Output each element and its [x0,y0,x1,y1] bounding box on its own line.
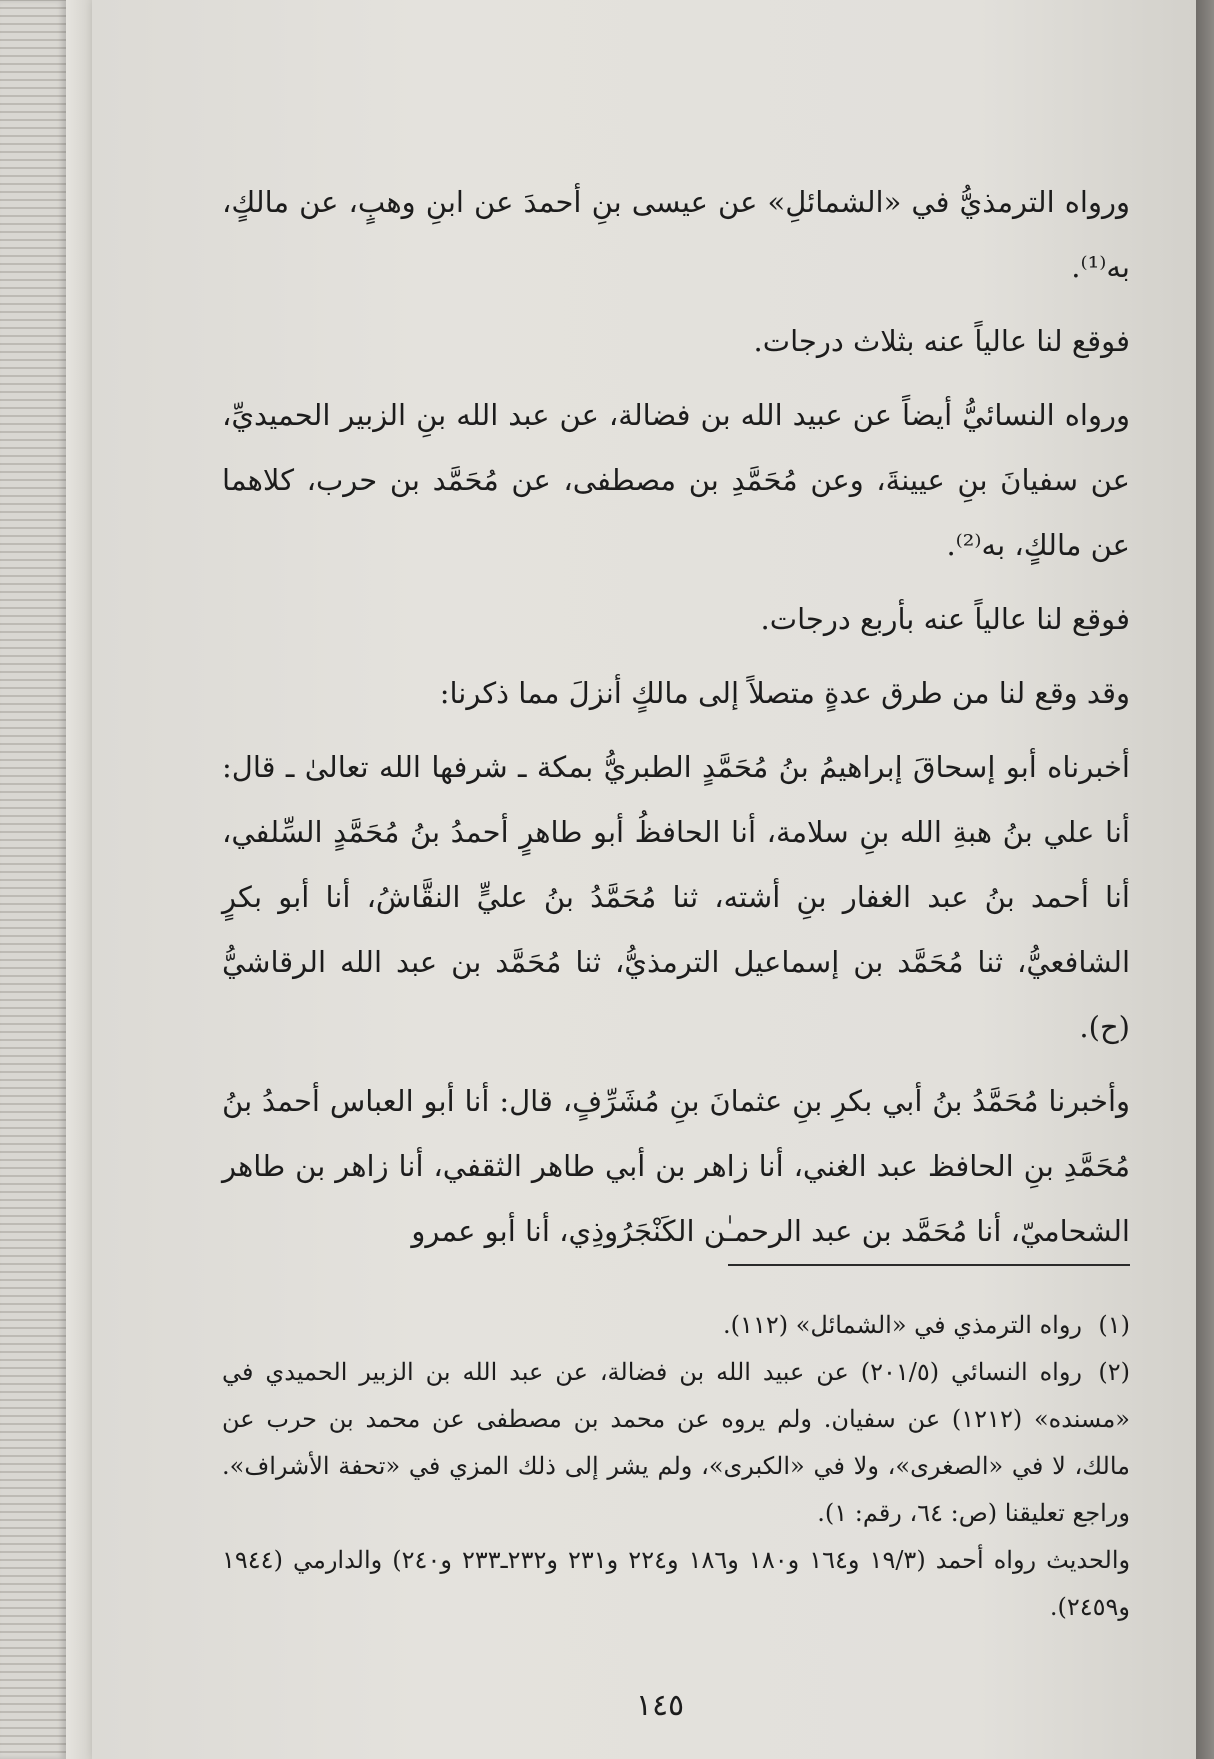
footnote-text: والحديث رواه أحمد (١٩/٣ و١٦٤ و١٨٠ و١٨٦ و٢٢٤ و٢٣١ و٢٣٢ـ٢٣٣ و٢٤٠) والدارمي (١٩٤٤ و٢٤٥٩). [222,1546,1131,1621]
footnote-continuation [222,1537,1130,1631]
footnote-text: رواه النسائي (٢٠١/٥) عن عبيد الله بن فضالة، عن عبد الله بن الزبير الحميدي في «مسنده» (١٢١٢) عن سفيان. ولم يروه عن محمد بن مصطفى عن محمد بن حرب عن مالك، لا في «الصغرى»، ولا في «الكبرى»، ولم يشر إلى ذلك المزي في «تحفة الأشراف». وراجع تعليقنا (ص: ٦٤، رقم: ١). [222,1358,1130,1527]
footnote-separator [728,1264,1130,1266]
book-page-edges [0,0,66,1759]
footnote-number: (١) [1098,1311,1130,1339]
footnote-text: رواه الترمذي في «الشمائل» (١١٢). [723,1311,1082,1339]
page-shadow [1196,0,1214,1759]
paragraph: وقد وقع لنا من طرق عدةٍ متصلاً إلى مالكٍ أنزلَ مما ذكرنا: [439,676,1130,710]
paragraph: وأخبرنا مُحَمَّدُ بنُ أبي بكرِ بنِ عثمانَ بنِ مُشَرِّفٍ، قال: أنا أبو العباس أحمدُ بنُ مُحَمَّدِ بنِ الحافظ عبد الغني، أنا زاهر بن أبي طاهر الثقفي، أنا زاهر بن طاهر الشحاميّ، أنا مُحَمَّد بن عبد الرحمـٰن الكَنْجَرُوذِي، أنا أبو عمرو [222,1084,1130,1248]
paragraph: فوقع لنا عالياً عنه بأربع درجات. [760,602,1130,636]
footnote-number: (٢) [1098,1358,1131,1386]
footnote [222,1302,1130,1349]
page-number: ١٤٥ [635,1688,685,1723]
paragraph: فوقع لنا عالياً عنه بثلاث درجات. [753,324,1130,358]
paragraph: ورواه النسائيُّ أيضاً عن عبيد الله بن فضالة، عن عبد الله بنِ الزبير الحميديِّ، عن سفيانَ بنِ عيينةَ، وعن مُحَمَّدِ بن مصطفى، عن مُحَمَّد بن حرب، كلاهما عن مالكٍ، به⁽²⁾. [222,398,1130,562]
page-gutter [66,0,92,1759]
paragraph: ورواه الترمذيُّ في «الشمائلِ» عن عيسى بنِ أحمدَ عن ابنِ وهبٍ، عن مالكٍ، به⁽¹⁾. [222,185,1130,284]
footnote [222,1349,1130,1537]
main-text [222,170,1130,1264]
paragraph: أخبرناه أبو إسحاقَ إبراهيمُ بنُ مُحَمَّدٍ الطبريُّ بمكة ـ شرفها الله تعالىٰ ـ قال: أنا علي بنُ هبةِ الله بنِ سلامة، أنا الحافظُ أبو طاهرٍ أحمدُ بنُ مُحَمَّدٍ السِّلفي، أنا أحمد بنُ عبد الغفار بنِ أشته، ثنا مُحَمَّدُ بنُ عليٍّ النقَّاشُ، أنا أبو بكرٍ الشافعيُّ، ثنا مُحَمَّد بن إسماعيل الترمذيُّ، ثنا مُحَمَّد بن عبد الله الرقاشيُّ (ح). [222,750,1130,1044]
footnotes [222,1302,1130,1631]
